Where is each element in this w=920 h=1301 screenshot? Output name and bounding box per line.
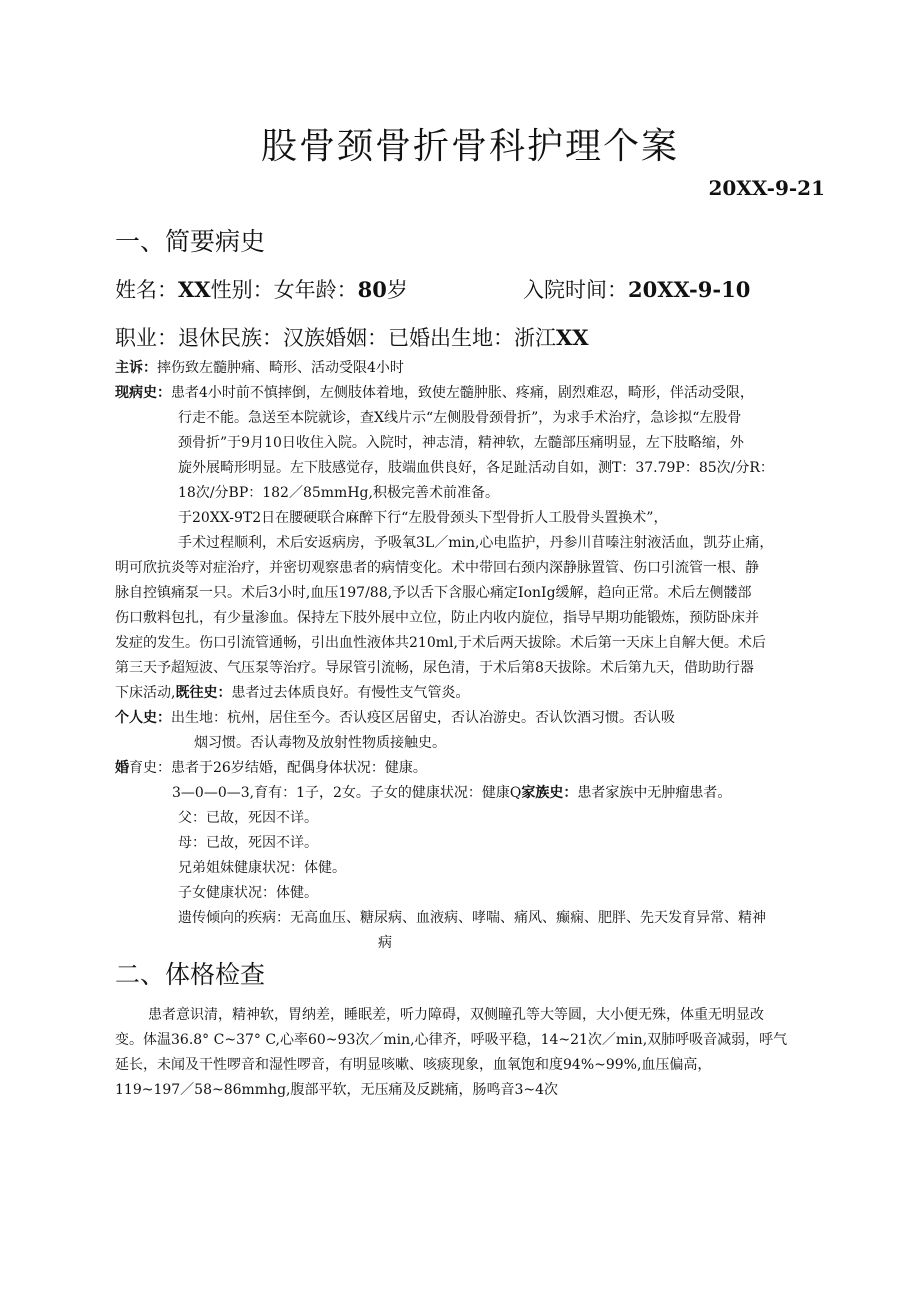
present-illness-last: 下床活动,	[115, 685, 176, 701]
personal-history-text: 出生地：杭州，居住至今。否认疫区居留史，否认冶游史。否认饮酒习惯。否认吸	[171, 710, 675, 726]
marriage-history-label-rest: 育史：	[129, 760, 171, 776]
present-illness-line-4: 旋外展畸形明显。左下肢感觉存，肢端血供良好，各足趾活动自如，测T：37.79P：85次/分R：	[178, 460, 774, 476]
marriage-history-text: 患者于26岁结婚，配偶身体状况：健康。	[171, 760, 427, 776]
children-text: 3—0—0—3,育有：1子，2女。子女的健康状况：健康Q	[172, 785, 522, 801]
gender-value: 女	[273, 278, 295, 302]
exam-line-1: 患者意识清，精神软，胃纳差，睡眠差，听力障碍，双侧瞳孔等大等圆，大小便无殊，体重无明显改	[148, 1007, 764, 1023]
present-illness-line-2: 行走不能。急送至本院就诊，查X线片示“左侧股骨颈骨折”，为求手术治疗，急诊拟“左股骨	[178, 410, 742, 426]
occupation-label: 职业：	[115, 326, 178, 350]
family-history-text: 患者家族中无肿瘤患者。	[577, 785, 732, 801]
family-history-mother: 母：已故，死因不详。	[178, 835, 318, 851]
admission-info	[523, 274, 750, 304]
family-history-father: 父：已故，死因不详。	[178, 810, 318, 826]
age-label: 年龄：	[294, 278, 358, 302]
present-illness-line-9: 脉自控镇痛泵一只。术后3小时,血压197/88,予以舌下含服心痛定IonIg缓解，趋向正常。术后左侧髅部	[115, 585, 752, 601]
family-history-hereditary: 遗传倾向的疾病：无高血压、糖尿病、血液病、哮喘、痛风、癫痫、肥胖、先天发育异常、精神	[178, 910, 766, 926]
admission-label: 入院时间：	[523, 278, 628, 302]
admission-value: 20XX-9-10	[628, 277, 751, 302]
ethnicity-label: 民族：	[220, 326, 283, 350]
name-label: 姓名：	[115, 278, 178, 302]
section-heading-history: 一、简要病史	[115, 227, 266, 256]
present-illness-line-8: 明可欣抗炎等对症治疗，并密切观察患者的病情变化。术中带回右颈内深静脉置管、伤口引流管一根、静	[115, 560, 759, 576]
present-illness-text: 患者4小时前不慎摔倒，左侧肢体着地，致使左髓肿胀、疼痛，剧烈难忍，畸形，伴活动受限，	[171, 385, 754, 401]
present-illness-line-10: 伤口敷料包扎，有少量渗血。保持左下肢外展中立位，防止内收内旋位，指导早期功能锻炼，预防卧床并	[115, 610, 759, 626]
chief-complaint	[115, 358, 404, 378]
patient-info-line-1	[115, 274, 408, 304]
marital-label: 婚姻：	[325, 326, 388, 350]
patient-info-line-2	[115, 322, 589, 352]
present-illness-line-13	[115, 683, 469, 703]
age-unit: 岁	[386, 278, 408, 302]
chief-complaint-text: 摔伤致左髓肿痛、畸形、活动受限4小时	[157, 360, 404, 376]
present-illness-line-12: 第三天予超短波、气压泵等治疗。导尿管引流畅，尿色清，于术后第8天拔除。术后第九天，借助助行器	[115, 660, 754, 676]
present-illness-line-3: 颈骨折”于9月10日收住入院。入院时，神志清，精神软，左髓部压痛明显，左下肢略缩，外	[178, 435, 744, 451]
marital-value: 已婚	[388, 326, 430, 350]
past-history-text: 患者过去体质良好。有慢性支气管炎。	[231, 685, 470, 701]
age-value: 80	[357, 277, 387, 302]
personal-history-line-2: 烟习惯。否认毒物及放射性物质接触史。	[194, 735, 446, 751]
occupation-value: 退休	[178, 326, 220, 350]
present-illness-line-5: 18次/分BP：182／85mmHg,积极完善术前准备。	[178, 485, 499, 501]
present-illness-line-1	[115, 383, 754, 403]
name-value: XX	[178, 277, 211, 302]
exam-line-3: 延长，未闻及干性啰音和湿性啰音，有明显咳嗽、咳痰现象，血氧饱和度94%~99%,血压偏高，	[115, 1057, 712, 1073]
birthplace-value: 浙江	[514, 326, 556, 350]
document-title: 股骨颈骨折骨科护理个案	[260, 126, 679, 167]
exam-line-4: 119~197／58~86mmhg,腹部平软，无压痛及反跳痛，肠鸣音3~4次	[115, 1082, 559, 1098]
present-illness-line-7: 手术过程顺利，术后安返病房，予吸氧3L／min,心电监护，丹参川苜嗪注射液活血，凯芬止痛，	[178, 535, 774, 551]
present-illness-line-11: 发症的发生。伤口引流管通畅，引出血性液体共210ml,于术后两天拔除。术后第一天床上自解大便。术后	[115, 635, 766, 651]
present-illness-line-6: 于20XX-9T2日在腰硬联合麻醉下行“左股骨颈头下型骨折人工股骨头置换术”，	[178, 510, 668, 526]
birthplace-label: 出生地：	[430, 326, 514, 350]
present-illness-label: 现病史：	[115, 385, 171, 401]
family-history-label: 家族史：	[521, 785, 578, 801]
family-history-siblings: 兄弟姐妹健康状况：体健。	[178, 860, 346, 876]
gender-label: 性别：	[210, 278, 274, 302]
document-date: 20XX-9-21	[708, 176, 825, 200]
personal-history-label: 个人史：	[115, 710, 171, 726]
marriage-history-label: 婚	[115, 760, 129, 776]
marriage-history-line-2	[172, 783, 731, 803]
personal-history-line-1	[115, 708, 675, 728]
ethnicity-value: 汉族	[283, 326, 325, 350]
family-history-children: 子女健康状况：体健。	[178, 885, 318, 901]
exam-line-2: 变。体温36.8° C~37° C,心率60~93次／min,心律齐，呼吸平稳，14~21次／min,双肺呼吸音减弱，呼气	[115, 1032, 788, 1048]
past-history-label: 既往史：	[175, 685, 232, 701]
marriage-history-line-1	[115, 758, 427, 778]
section-heading-exam: 二、体格检查	[115, 960, 266, 989]
family-history-hereditary-cont: 病	[378, 935, 392, 951]
chief-complaint-label: 主诉：	[115, 360, 157, 376]
birthplace-value-code: XX	[556, 325, 589, 350]
